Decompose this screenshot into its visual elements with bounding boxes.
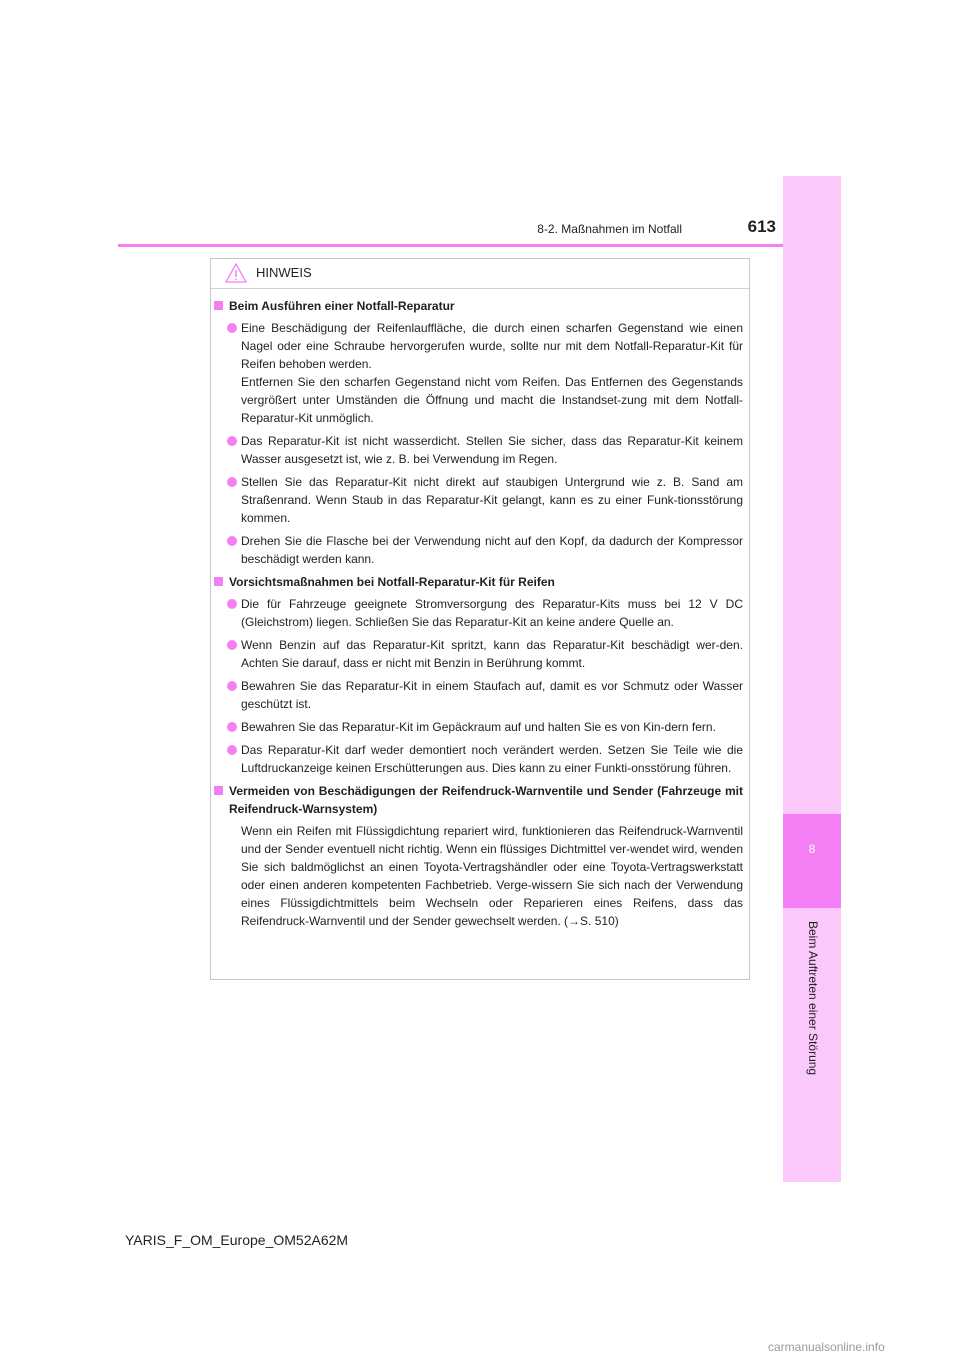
chapter-title: Beim Auftreten einer Störung bbox=[806, 921, 820, 1076]
chapter-number-box bbox=[783, 814, 841, 908]
notice-box bbox=[210, 258, 750, 980]
round-bullet-icon bbox=[227, 640, 237, 650]
square-bullet-icon bbox=[214, 301, 223, 310]
header-rule bbox=[118, 244, 783, 247]
section-reifendruck-warnventile bbox=[211, 782, 749, 930]
header-section-title: 8-2. Maßnahmen im Notfall bbox=[537, 222, 682, 236]
list-item: Bewahren Sie das Reparatur-Kit in einem Staufach auf, damit es vor Schmutz oder Wasser geschützt ist. bbox=[241, 677, 743, 713]
document-code: YARIS_F_OM_Europe_OM52A62M bbox=[125, 1232, 349, 1248]
warning-triangle-icon bbox=[225, 263, 247, 283]
round-bullet-icon bbox=[227, 681, 237, 691]
round-bullet-icon bbox=[227, 599, 237, 609]
list-item: Das Reparatur-Kit darf weder demontiert noch verändert werden. Setzen Sie Teile wie die Luftdruckanzeige keinen Erschütterungen aus. Dies kann zu einer Funkti-onsstörung führen. bbox=[241, 741, 743, 777]
square-bullet-icon bbox=[214, 577, 223, 586]
section-title: Beim Ausführen einer Notfall-Reparatur bbox=[229, 297, 743, 315]
square-bullet-icon bbox=[214, 786, 223, 795]
chapter-side-tab bbox=[783, 176, 841, 1182]
notice-title: HINWEIS bbox=[256, 265, 312, 280]
round-bullet-icon bbox=[227, 745, 237, 755]
section-vorsichtsmassnahmen bbox=[211, 573, 749, 777]
round-bullet-icon bbox=[227, 722, 237, 732]
list-item: Das Reparatur-Kit ist nicht wasserdicht. Stellen Sie sicher, dass das Reparatur-Kit keinem Wasser ausgesetzt ist, wie z. B. bei Verwendung im Regen. bbox=[241, 432, 743, 468]
notice-content bbox=[211, 297, 749, 930]
round-bullet-icon bbox=[227, 436, 237, 446]
list-item: Wenn Benzin auf das Reparatur-Kit spritzt, kann das Reparatur-Kit beschädigt wer-den. Achten Sie darauf, dass er nicht mit Benzin in Berührung kommt. bbox=[241, 636, 743, 672]
section-title: Vermeiden von Beschädigungen der Reifendruck-Warnventile und Sender (Fahrzeuge mit Reifendruck-Warnsystem) bbox=[229, 782, 743, 818]
chapter-number: 8 bbox=[808, 842, 816, 856]
round-bullet-icon bbox=[227, 477, 237, 487]
section-title: Vorsichtsmaßnahmen bei Notfall-Reparatur-Kit für Reifen bbox=[229, 573, 743, 591]
notice-header bbox=[211, 259, 749, 289]
round-bullet-icon bbox=[227, 323, 237, 333]
list-item: Eine Beschädigung der Reifenlauffläche, die durch einen scharfen Gegenstand wie einen Nagel oder eine Schraube hervorgerufen wurde, sollte nur mit dem Notfall-Reparatur-Kit für Reifen behoben werden. Entfernen Sie den scharfen Gegenstand nicht vom Reifen. Das Entfernen des Gegenstands vergrößert unter Umständen die Öffnung und macht die Instandset-zung mit dem Notfall-Reparatur-Kit unmöglich. bbox=[241, 319, 743, 427]
list-item: Stellen Sie das Reparatur-Kit nicht direkt auf staubigen Untergrund wie z. B. Sand am Straßenrand. Wenn Staub in das Reparatur-Kit gelangt, kann es zu einer Funk-tionsstörung kommen. bbox=[241, 473, 743, 527]
list-item: Drehen Sie die Flasche bei der Verwendung nicht auf den Kopf, da dadurch der Kompressor beschädigt werden kann. bbox=[241, 532, 743, 568]
section-notfall-reparatur bbox=[211, 297, 749, 568]
page-number: 613 bbox=[747, 217, 776, 236]
section-paragraph: Wenn ein Reifen mit Flüssigdichtung repariert wird, funktionieren das Reifendruck-Warnventil und der Sender eventuell nicht richtig. Wenn ein flüssiges Dichtmittel ver-wendet wird, wenden Sie sich baldmöglichst an einen Toyota-Vertragshändler oder eine Toyota-Vertragswerkstatt oder einen anderen kompetenten Fachbetrieb. Verge-wissern Sie sich nach der Verwendung eines Flüssigdichtmittels beim Wechseln oder Reparieren eines Reifens, dass das Reifendruck-Warnventil und der Sender gewechselt werden. (→S. 510) bbox=[241, 824, 743, 928]
list-item: Bewahren Sie das Reparatur-Kit im Gepäckraum auf und halten Sie es von Kin-dern fern. bbox=[241, 718, 743, 736]
list-item-continuation: Entfernen Sie den scharfen Gegenstand nicht vom Reifen. Das Entfernen des Gegenstands vergrößert unter Umständen die Öffnung und macht die Instandset-zung mit dem Notfall-Reparatur-Kit unmöglich. bbox=[241, 375, 743, 425]
round-bullet-icon bbox=[227, 536, 237, 546]
list-item: Die für Fahrzeuge geeignete Stromversorgung des Reparatur-Kits muss bei 12 V DC (Gleichstrom) liegen. Schließen Sie das Reparatur-Kit an keine andere Quelle an. bbox=[241, 595, 743, 631]
watermark: carmanualsonline.info bbox=[768, 1340, 885, 1354]
